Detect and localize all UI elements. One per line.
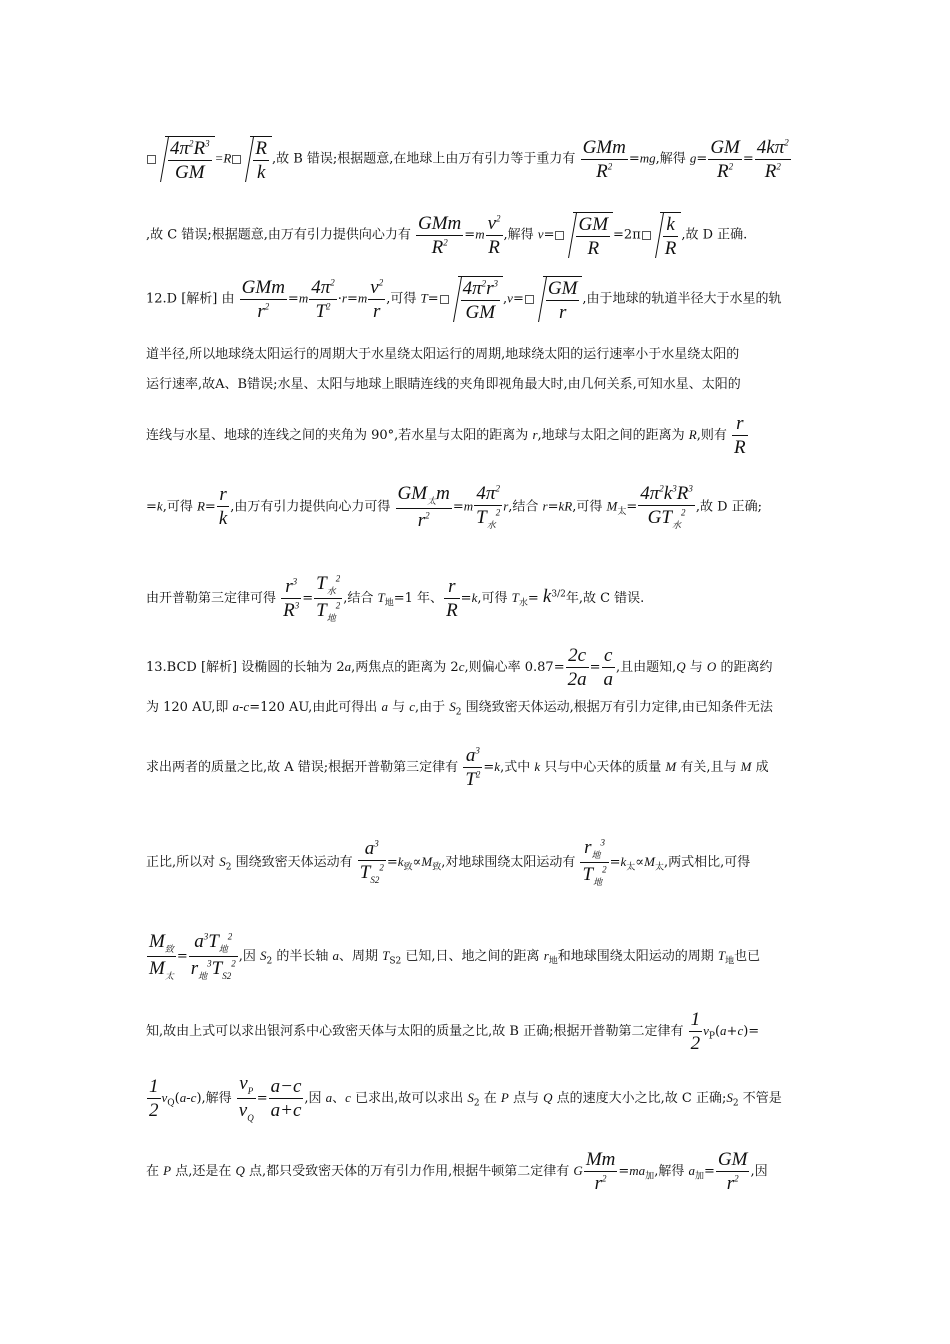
placeholder-box-icon — [147, 155, 156, 164]
text-line-4: 道半径,所以地球绕太阳运行的周期大于水星绕太阳运行的周期,地球绕太阳的运行速率小于水星绕太阳的 — [146, 347, 740, 362]
text-line-1: $\frac{4\pi^2R^3}{GM}$ =R $\frac{R}{k}$ ,故 B 错误;根据题意,在地球上由万有引力等于重力有 $\frac{\text{GMm}}{R^2}$ =mg,解得 g= $\frac{GM}{R^2}$ = $\frac{4k\pi^2}{R^2}$ — [146, 136, 806, 182]
placeholder-box-icon — [525, 295, 534, 304]
text-line-16: 在 P 点,还是在 Q 点,都只受致密天体的万有引力作用,根据牛顿第二定律有 G $\frac{Mm}{r^2}$ $=ma_加$,解得 $a_加=$ $\frac{GM}{r^2}$ ,因 — [146, 1149, 768, 1194]
text-line-14: 知,故由上式可以求出银河系中心致密天体与太阳的质量之比,故 B 正确;根据开普勒第二定律有 $\frac{1}{2}$ $v_P(a+c)=$ — [146, 1009, 760, 1054]
text-line-12: 正比,所以对 $S_2$ 围绕致密天体运动有 $\frac{a^3}{T_{S2}^2}$ $=k_致\propto M_致$,对地球围绕太阳运动有 $\frac{r_地^3}{T_地^2}$ $=k_太\propto M_太$,两式相比,可得 — [146, 837, 751, 887]
text-line-13: $\frac{M_致}{M_太}$ = $\frac{a^3T_地^2}{r_地^3T_{S2}^2}$ ,因 $S_2$ 的半长轴 a、周期 $T_{S2}$ 已知,日、地之间的距离 $r_地$和地球围绕太阳运动的周期 $T_地$也已 — [149, 931, 761, 981]
text-line-3: 12.D [解析] 由 $\frac{\text{GMm}}{r^2}$ =m $\frac{4\pi^2}{T^2}$ ·r=m $\frac{v^2}{r}$ ,可得 T= $\frac{4\pi^2r^3}{GM}$ ,v= $\frac{GM}{r}$ ,由于地球的轨道半径大于水星的轨 — [146, 276, 782, 323]
placeholder-box-icon — [232, 155, 241, 164]
text-line-15: $\frac{1}{2}$ $v_Q(a-c)$,解得 $\frac{v_P}{v_Q}$ = $\frac{a-c}{a+c}$ ,因 a、c 已求出,故可以求出 $S_2$ 在 P 点与 Q 点的速度大小之比,故 C 正确$;S_2$ 不管是 — [149, 1073, 782, 1123]
text-line-2: ,故 C 错误;根据题意,由万有引力提供向心力有 $\frac{\text{GMm}}{R^2}$ =m $\frac{v^2}{R}$ ,解得 v= $\frac{GM}{R}$ =2π $\frac{k}{R}$ ,故 D 正确. — [146, 212, 748, 259]
placeholder-box-icon — [642, 231, 651, 240]
text-line-7: =k,可得 R= $\frac{r}{k}$ ,由万有引力提供向心力可得 $\frac{GM_太m}{r^2}$ =m $\frac{4\pi^2}{T_水^2}$ r,结合 r=kR,可得 $M_太=$ $\frac{4\pi^2k^3R^3}{GT_水^2}$ ,故 D 正确; — [146, 483, 763, 531]
text-line-8: 由开普勒第三定律可得 $\frac{r^3}{R^3}$ = $\frac{T_水^2}{T_地^2}$ ,结合 $T_地=1$ 年、 $\frac{r}{R}$ =k,可得 $T_水= k^{3/2}$年,故 C 错误. — [146, 573, 645, 623]
placeholder-box-icon — [440, 295, 449, 304]
text-line-9: 13.BCD [解析] 设椭圆的长轴为 2a,两焦点的距离为 2c,则偏心率 0.87= $\frac{2c}{2a}$ = $\frac{c}{a}$ ,且由题知,Q 与 O 的距离约 — [146, 645, 773, 690]
text-line-10: 为 120 AU,即 a-c=120 AU,由此可得出 a 与 c,由于 $S_2$ 围绕致密天体运动,根据万有引力定律,由已知条件无法 — [146, 699, 773, 718]
text-line-5: 运行速率,故A、B错误;水星、太阳与地球上眼睛连线的夹角即视角最大时,由几何关系,可知水星、太阳的 — [146, 377, 741, 392]
text-line-11: 求出两者的质量之比,故 A 错误;根据开普勒第三定律有 $\frac{a^3}{T^2}$ =k,式中 k 只与中心天体的质量 M 有关,且与 M 成 — [146, 745, 769, 790]
text-line-6: 连线与水星、地球的连线之间的夹角为 90°,若水星与太阳的距离为 r,地球与太阳之间的距离为 R,则有 $\frac{r}{R}$ — [146, 413, 746, 458]
placeholder-box-icon — [555, 231, 564, 240]
